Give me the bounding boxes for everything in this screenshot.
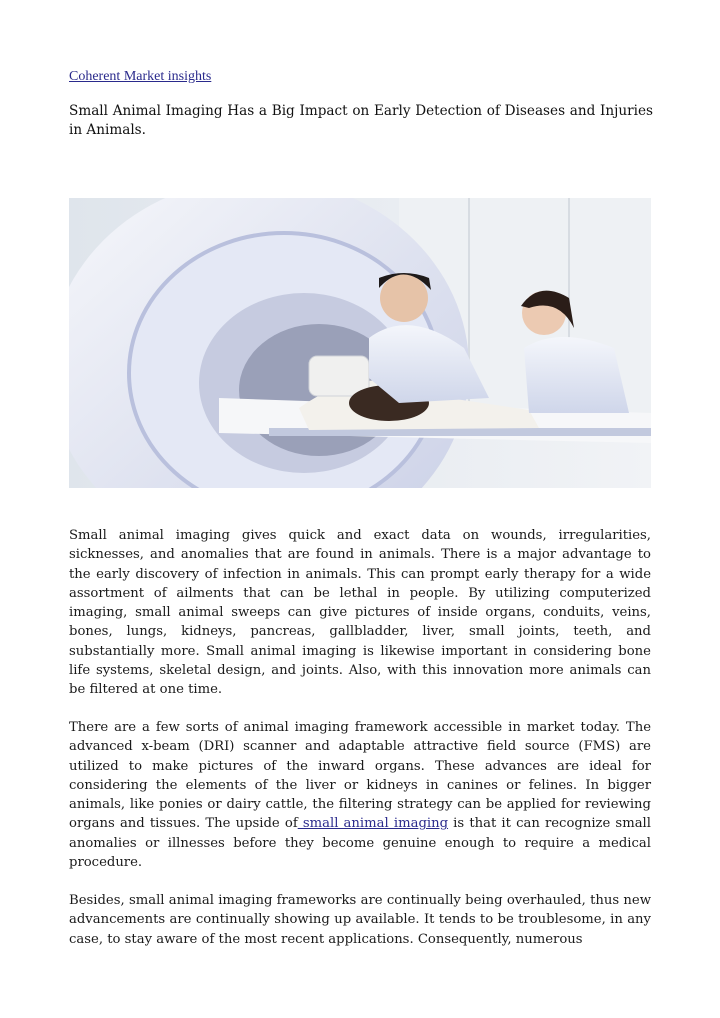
mri-scanner-photo-icon	[69, 198, 651, 488]
hero-image	[69, 198, 651, 488]
article-title: Small Animal Imaging Has a Big Impact on Early Detection of Diseases and Injuries in Animals.	[69, 103, 653, 138]
paragraph: Besides, small animal imaging frameworks are continually being overhauled, thus new advancements are continually showing up available. It tends to be troublesome, in any case, to stay aware of the most recent applications. Consequently, numerous	[69, 893, 651, 947]
paragraph: Small animal imaging gives quick and exact data on wounds, irregularities, sicknesses, and anomalies that are found in animals. There is a major advantage to the early discovery of infection in animals. This can prompt early therapy for a wide assortment of ailments that can be lethal in people. By utilizing computerized imaging, small animal sweeps can give pictures of inside organs, conduits, veins, bones, lungs, kidneys, pancreas, gallbladder, liver, small joints, teeth, and substantially more. Small animal imaging is likewise important in considering bone life systems, skeletal design, and joints. Also, with this innovation more animals can be filtered at one time.	[69, 528, 651, 698]
paragraph-text: There are a few sorts of animal imaging framework accessible in market today. The advanced x-beam (DRI) scanner and adaptable attractive field source (FMS) are utilized to make pictures of the inward organs. These advances are ideal for considering the elements of the liver or kidneys in canines or felines. In bigger animals, like ponies or dairy cattle, the filtering strategy can be applied for reviewing organs and tissues. The upside of	[69, 720, 651, 832]
site-link[interactable]: Coherent Market insights	[69, 69, 212, 84]
paragraph	[69, 718, 651, 872]
paragraph-text: is that it can recognize small anomalies or illnesses before they become genuine enough to require a medical procedure.	[69, 816, 651, 871]
small-animal-imaging-link[interactable]: small animal imaging	[297, 816, 449, 832]
